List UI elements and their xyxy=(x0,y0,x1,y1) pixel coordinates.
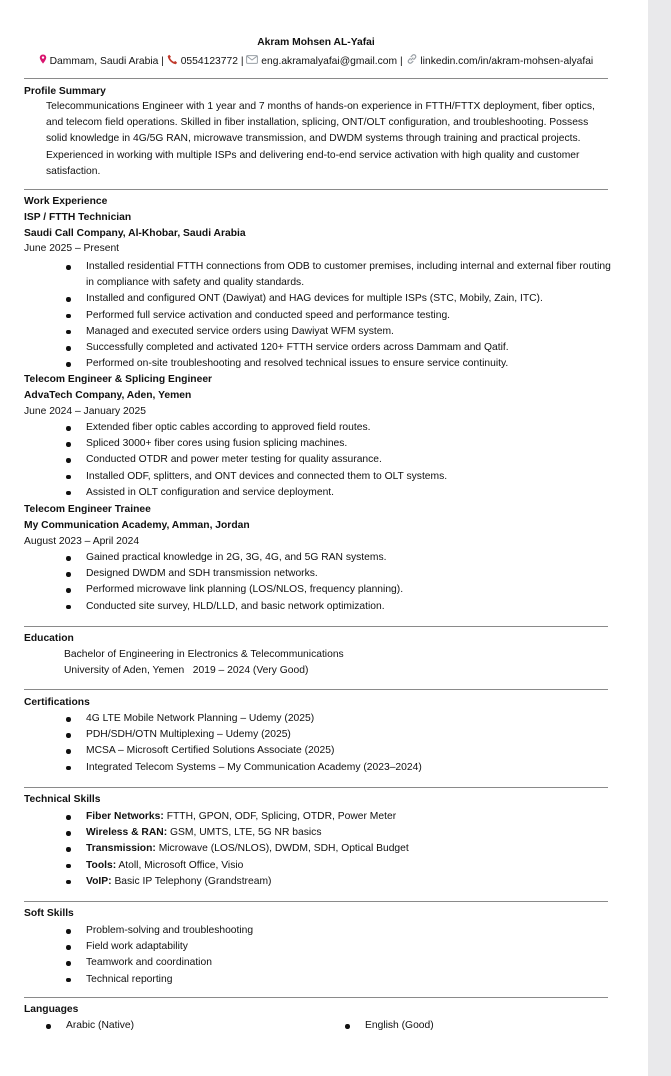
separator: | xyxy=(240,56,244,68)
profile-heading: Profile Summary xyxy=(24,86,106,97)
job-title: Telecom Engineer Trainee xyxy=(24,504,151,515)
list-item: Conducted site survey, HLD/LLD, and basic network optimization. xyxy=(66,599,612,615)
contact-line xyxy=(0,53,632,70)
education-degree: Bachelor of Engineering in Electronics & Telecommunications xyxy=(64,649,344,660)
job-title: ISP / FTTH Technician xyxy=(24,212,132,223)
list-item: Successfully completed and activated 120+ FTTH service orders across Dammam and Qatif. xyxy=(66,340,612,356)
language-item: Arabic (Native) xyxy=(46,1018,134,1034)
list-item: Teamwork and coordination xyxy=(66,955,612,971)
job-dates: June 2025 – Present xyxy=(24,243,120,254)
list-item: MCSA – Microsoft Certified Solutions Associate (2025) xyxy=(66,743,612,759)
skill-label: Fiber Networks: xyxy=(86,811,164,822)
experience-heading: Work Experience xyxy=(24,196,108,207)
list-item: Problem-solving and troubleshooting xyxy=(66,923,612,939)
candidate-name: Akram Mohsen AL-Yafai xyxy=(257,37,375,48)
phone-icon xyxy=(167,54,178,70)
technical-skills-list xyxy=(66,809,612,890)
email-text[interactable]: eng.akramalyafai@gmail.com xyxy=(261,56,398,68)
job-company: Saudi Call Company, Al-Khobar, Saudi Arabia xyxy=(24,228,246,239)
skill-value: GSM, UMTS, LTE, 5G NR basics xyxy=(170,827,322,839)
linkedin-text[interactable]: linkedin.com/in/akram-mohsen-alyafai xyxy=(420,56,594,68)
list-item: Integrated Telecom Systems – My Communication Academy (2023–2024) xyxy=(66,760,612,776)
job-bullets xyxy=(66,259,612,372)
education-school: University of Aden, Yemen 2019 – 2024 (Very Good) xyxy=(64,665,309,676)
job-dates: August 2023 – April 2024 xyxy=(24,536,140,547)
list-item: PDH/SDH/OTN Multiplexing – Udemy (2025) xyxy=(66,727,612,743)
separator: | xyxy=(161,56,164,68)
technical-skills-heading: Technical Skills xyxy=(24,794,101,805)
skill-label: Tools: xyxy=(86,859,117,871)
skill-label: Transmission: xyxy=(86,843,156,855)
languages-heading: Languages xyxy=(24,1004,79,1015)
list-item: Extended fiber optic cables according to approved field routes. xyxy=(66,420,612,436)
phone-text: 0554123772 xyxy=(180,56,238,68)
list-item xyxy=(66,858,612,874)
job-title: Telecom Engineer & Splicing Engineer xyxy=(24,374,213,385)
skill-value: Atoll, Microsoft Office, Visio xyxy=(118,859,244,871)
language-item: English (Good) xyxy=(345,1018,434,1034)
list-item xyxy=(66,841,612,857)
certifications-heading: Certifications xyxy=(24,697,90,708)
divider xyxy=(24,626,608,627)
list-item: Designed DWDM and SDH transmission networks. xyxy=(66,566,612,582)
list-item: Assisted in OLT configuration and service deployment. xyxy=(66,485,612,501)
skill-label: Wireless & RAN: xyxy=(86,827,168,839)
list-item xyxy=(66,825,612,841)
list-item xyxy=(66,809,612,825)
job-company: AdvaTech Company, Aden, Yemen xyxy=(24,390,192,401)
job-bullets xyxy=(66,550,612,615)
link-icon xyxy=(406,53,418,70)
certifications-list xyxy=(66,711,612,776)
skill-value: FTTH, GPON, ODF, Splicing, OTDR, Power Meter xyxy=(166,811,397,822)
list-item: Field work adaptability xyxy=(66,939,612,955)
job-company: My Communication Academy, Amman, Jordan xyxy=(24,520,250,531)
location-text: Dammam, Saudi Arabia xyxy=(49,56,159,68)
job-dates: June 2024 – January 2025 xyxy=(24,406,146,417)
list-item: Performed on-site troubleshooting and resolved technical issues to ensure service continuity. xyxy=(66,356,612,372)
soft-skills-heading: Soft Skills xyxy=(24,908,74,919)
list-item: 4G LTE Mobile Network Planning – Udemy (2025) xyxy=(66,711,612,727)
list-item: Performed full service activation and conducted speed and performance testing. xyxy=(66,308,612,324)
skill-label: VoIP: xyxy=(86,875,112,887)
skill-value: Basic IP Telephony (Grandstream) xyxy=(114,875,272,887)
separator: | xyxy=(399,56,403,68)
email-icon xyxy=(246,55,258,69)
list-item: Performed microwave link planning (LOS/NLOS, frequency planning). xyxy=(66,582,612,598)
list-item: Installed and configured ONT (Dawiyat) and HAG devices for multiple ISPs (STC, Mobily, Zain, ITC). xyxy=(66,291,612,307)
profile-text: Telecommunications Engineer with 1 year and 7 months of hands-on experience in FTTH/FTTX deployment, fiber optics, and telecom field operations. Skilled in fiber installation, splicing, ONT/OLT configuration, and troubleshooting. Possess solid knowledge in 4G/5G RAN, microwave transmission, and DWDM systems through training and practical projects. Experienced in working with multiple ISPs and delivering end-to-end service activation with high quality and customer satisfaction. xyxy=(46,101,595,177)
list-item: Technical reporting xyxy=(66,972,612,988)
location-pin-icon xyxy=(39,54,47,69)
list-item: Gained practical knowledge in 2G, 3G, 4G, and 5G RAN systems. xyxy=(66,550,612,566)
divider xyxy=(24,901,608,902)
skill-value: Microwave (LOS/NLOS), DWDM, SDH, Optical Budget xyxy=(158,843,409,855)
list-item xyxy=(66,874,612,890)
soft-skills-list xyxy=(66,923,612,988)
list-item: Managed and executed service orders using Dawiyat WFM system. xyxy=(66,324,612,340)
list-item: Installed residential FTTH connections from ODB to customer premises, including internal and external fiber routing in compliance with safety and quality standards. xyxy=(66,259,612,291)
divider xyxy=(24,78,608,79)
divider xyxy=(24,189,608,190)
list-item: Conducted OTDR and power meter testing for quality assurance. xyxy=(66,452,612,468)
list-item: Spliced 3000+ fiber cores using fusion splicing machines. xyxy=(66,436,612,452)
divider xyxy=(24,997,608,998)
divider xyxy=(24,787,608,788)
education-heading: Education xyxy=(24,633,74,644)
job-bullets xyxy=(66,420,612,501)
list-item: Installed ODF, splitters, and ONT devices and connected them to OLT systems. xyxy=(66,469,612,485)
divider xyxy=(24,689,608,690)
